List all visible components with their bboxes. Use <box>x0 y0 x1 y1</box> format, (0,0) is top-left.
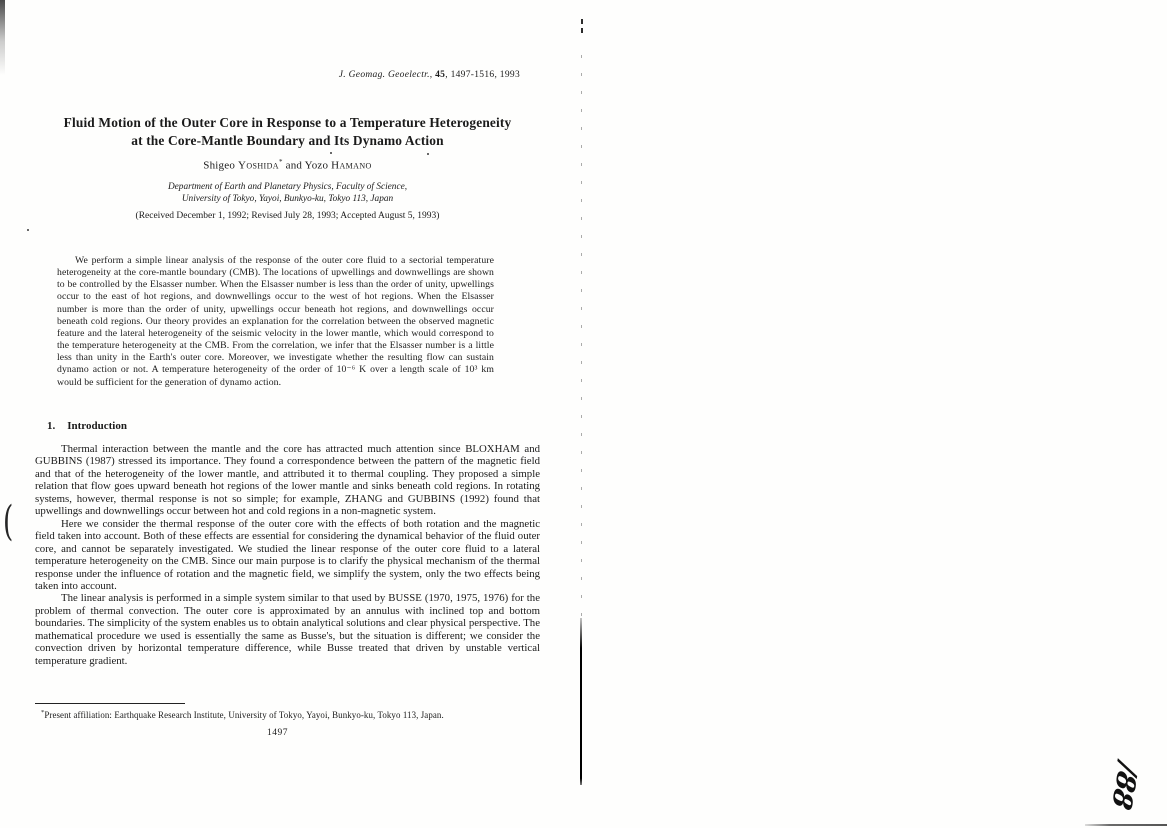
author1-given: Shigeo <box>203 159 236 172</box>
journal-volume: 45 <box>435 70 446 80</box>
affiliation <box>35 181 540 205</box>
author2-family: Hamano <box>331 159 372 172</box>
section-title: Introduction <box>67 420 127 432</box>
section-heading-introduction <box>47 420 127 432</box>
authors-connector: and <box>285 159 303 172</box>
page-number: 1497 <box>267 728 288 738</box>
page-fold-line-solid <box>580 618 582 785</box>
footnote-rule <box>35 703 185 704</box>
scan-speck <box>330 152 332 154</box>
paragraph: The linear analysis is performed in a simple system similar to that used by BUSSE (1970, 1975, 1976) for the problem of thermal convection. The outer core is approximated by an annulus with inclined top and bottom boundaries. The simplicity of the system enables us to obtain analytical solutions and clear physical perspective. The mathematical procedure we used is essentially the same as Busse's, but the situation is different; we consider the convection driven by horizontal temperature difference, while Busse treated that driven by unstable vertical temperature gradient. <box>35 592 540 667</box>
scan-speck <box>27 229 29 231</box>
footnote-text: Present affiliation: Earthquake Research Institute, University of Tokyo, Yayoi, Bunkyo-ku, Tokyo 113, Japan. <box>44 709 444 720</box>
section-number: 1. <box>47 420 56 432</box>
margin-pen-mark: ( <box>3 496 14 545</box>
affiliation-line2: University of Tokyo, Yayoi, Bunkyo-ku, Tokyo 113, Japan <box>181 194 394 204</box>
journal-name: J. Geomag. Geoelectr., <box>338 70 433 80</box>
paragraph: Here we consider the thermal response of the outer core with the effects of both rotation and the magnetic field taken into account. Both of these effects are essential for considering the dynamical behavior of the fluid outer core, and cannot be separately investigated. We studied the linear response of the outer core fluid to a lateral temperature heterogeneity on the CMB. Since our main purpose is to clarify the physical mechanism of the thermal response under the influence of rotation and the magnetic field, we simplify the system, only the two effects being taken into account. <box>35 517 540 592</box>
handwritten-page-mark: /88 <box>1105 758 1143 813</box>
abstract: We perform a simple linear analysis of the response of the outer core fluid to a sectorial temperature heterogeneity at the core-mantle boundary (CMB). The locations of upwellings and downwellings are shown to be controlled by the Elsasser number. When the Elsasser number is less than the order of unity, upwellings occur to the east of hot regions, and downwellings occur to the west of hot regions. When the Elsasser number is more than the order of unity, upwellings occur beneath hot regions, and downwellings occur beneath cold regions. Our theory provides an explanation for the correlation between the observed magnetic feature and the lateral heterogeneity of the seismic velocity in the lower mantle, which would correspond to the temperature heterogeneity at the CMB. From the correlation, we infer that the Elsasser number is a little less than unity in the Earth's outer core. Moreover, we investigate whether the resulting flow can sustain dynamo action or not. A temperature heterogeneity of the order of 10⁻⁶ K over a length scale of 10³ km would be sufficient for the generation of dynamo action. <box>57 255 494 388</box>
page-fold-line-top-dashes <box>581 19 583 37</box>
scan-speck <box>427 153 429 155</box>
received-line: (Received December 1, 1992; Revised July 28, 1993; Accepted August 5, 1993) <box>135 211 440 221</box>
introduction-body <box>35 443 540 667</box>
scan-edge-shadow-top-left <box>0 0 5 75</box>
footnote <box>41 709 543 720</box>
paper-title <box>35 114 540 149</box>
page-fold-line-faint <box>581 55 582 618</box>
footnote-mark: * <box>41 709 45 716</box>
journal-pages-year: , 1497-1516, 1993 <box>445 70 520 80</box>
journal-citation <box>35 70 520 80</box>
authors-line <box>35 158 540 172</box>
author1-family: Yoshida <box>238 159 279 172</box>
paragraph: Thermal interaction between the mantle and the core has attracted much attention since BLOXHAM and GUBBINS (1987) stressed its importance. They found a correspondence between the pattern of the magnetic field and that of the heterogeneity of the lower mantle, and attributed it to thermal coupling. They proposed a simple relation that flow goes upward beneath hot regions of the lower mantle and sinks beneath cold regions. In rotating systems, however, thermal response is not so simple; for example, ZHANG and GUBBINS (1992) found that upwellings and downwellings occur between hot and cold regions in a non-magnetic system. <box>35 443 540 518</box>
author1-footnote-mark: * <box>278 158 283 166</box>
scan-edge-line-bottom-right <box>1085 824 1167 826</box>
paper-title-line2: at the Core-Mantle Boundary and Its Dynamo Action <box>131 132 444 148</box>
author2-given: Yozo <box>304 159 329 172</box>
paper-title-line1: Fluid Motion of the Outer Core in Response to a Temperature Heterogeneity <box>63 115 512 130</box>
affiliation-line1: Department of Earth and Planetary Physics, Faculty of Science, <box>167 182 408 192</box>
